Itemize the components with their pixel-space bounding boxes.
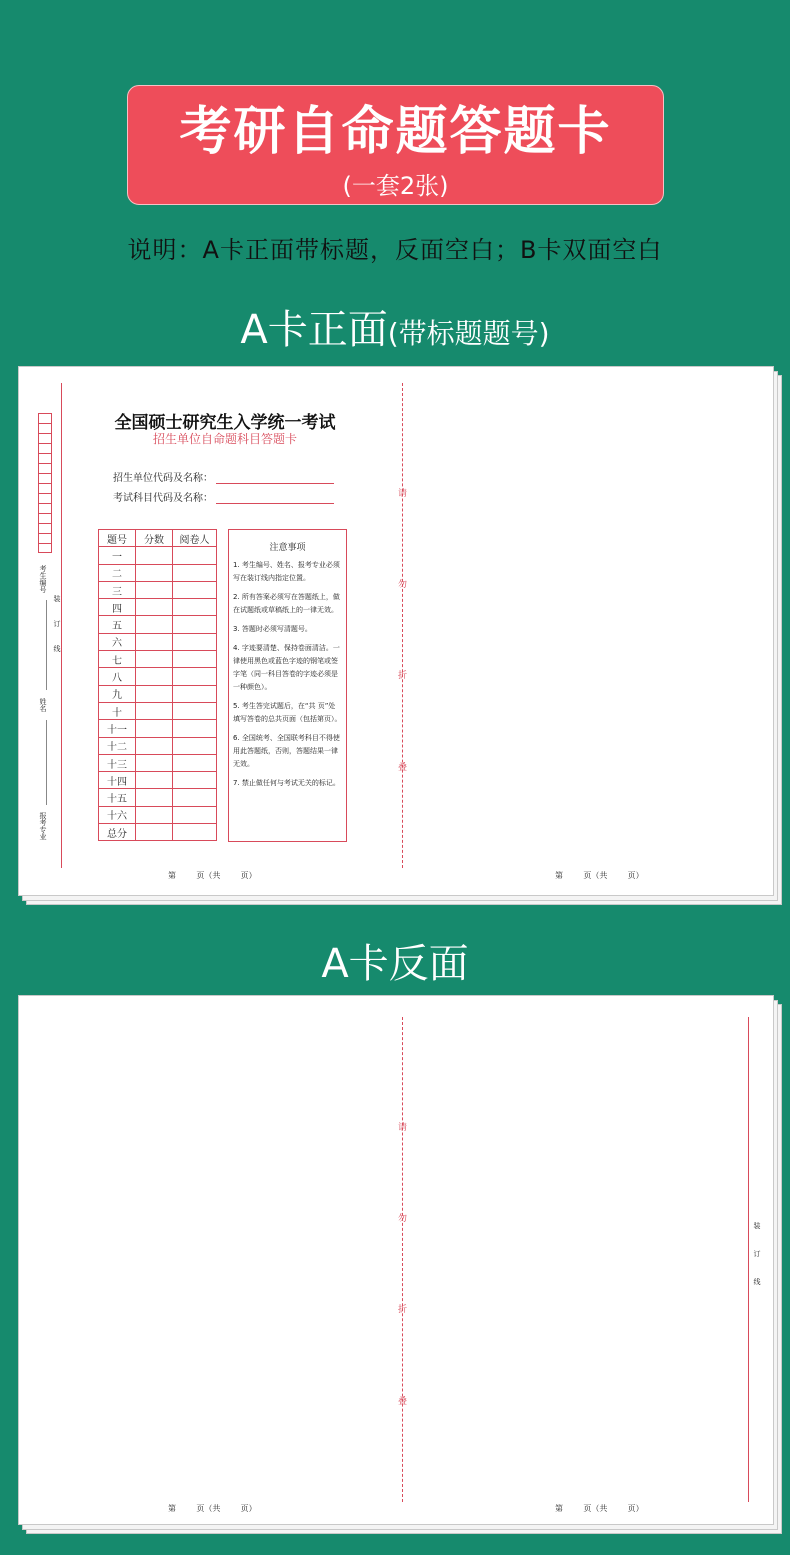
- question-number-cell: 十六: [99, 806, 136, 823]
- notice-item: 4. 字迹要清楚、保持卷面清洁。一律使用黑色或蓝色字迹的钢笔或签字笔（同一科目答卷的字迹必须是一种颜色）。: [233, 644, 340, 691]
- score-cell: [136, 772, 173, 789]
- field-subject: [113, 489, 334, 504]
- question-number-cell: 十: [99, 702, 136, 719]
- major-underline: [46, 720, 47, 805]
- grader-cell: [173, 806, 217, 823]
- score-cell: [136, 668, 173, 685]
- grader-cell: [173, 581, 217, 598]
- notice-item: 5. 考生答完试题后，在“共 页”处填写答卷的总共页面（包括第页）。: [233, 702, 342, 723]
- table-row: [99, 720, 217, 737]
- page-footer-right: 第 页（共 页）: [555, 871, 644, 880]
- description-note: 说明：A卡正面带标题，反面空白；B卡双面空白: [127, 236, 663, 264]
- grader-cell: [173, 599, 217, 616]
- score-cell: [136, 581, 173, 598]
- score-cell: [136, 651, 173, 668]
- section-heading-back: [0, 932, 790, 989]
- table-row: [99, 789, 217, 806]
- table-row: [99, 806, 217, 823]
- grader-cell: [173, 702, 217, 719]
- fold-line: [402, 383, 403, 868]
- question-number-cell: 十五: [99, 789, 136, 806]
- score-cell: [136, 702, 173, 719]
- exam-number-grid: [38, 413, 52, 553]
- section-heading-front: [0, 298, 790, 355]
- binding-char: 订: [53, 620, 61, 627]
- question-number-cell: 五: [99, 616, 136, 633]
- section-front-small: (带标题题号): [387, 317, 550, 350]
- table-row: [99, 824, 217, 841]
- score-cell: [136, 806, 173, 823]
- grader-cell: [173, 789, 217, 806]
- label-name: 姓名: [39, 698, 47, 712]
- table-row: [99, 772, 217, 789]
- field-institution-line: [216, 483, 334, 484]
- table-row: [99, 702, 217, 719]
- page-footer-left: 第 页（共 页）: [168, 871, 257, 880]
- banner-subtitle: (一套2张): [342, 172, 449, 200]
- table-row: [99, 581, 217, 598]
- question-number-cell: 一: [99, 547, 136, 564]
- binding-char: 订: [753, 1250, 761, 1257]
- section-front-main: A卡正面: [240, 307, 388, 353]
- question-number-cell: 十四: [99, 772, 136, 789]
- fold-char: 勿: [398, 580, 408, 590]
- question-number-cell: 十三: [99, 754, 136, 771]
- score-cell: [136, 737, 173, 754]
- table-row: [99, 754, 217, 771]
- banner-title: 考研自命题答题卡: [179, 101, 612, 162]
- binding-char: 线: [53, 645, 61, 652]
- question-number-cell: 总分: [99, 824, 136, 841]
- exam-title: 全国硕士研究生入学统一考试: [114, 413, 336, 433]
- notice-item: 1. 考生编号、姓名、报考专业必须写在装订线内指定位置。: [233, 561, 340, 582]
- fold-char: 折: [398, 1305, 408, 1315]
- question-number-cell: 八: [99, 668, 136, 685]
- notice-item: 6. 全国统考、全国联考科目不得使用此答题纸，否则，答题结果一律无效。: [233, 734, 340, 768]
- question-number-cell: 六: [99, 633, 136, 650]
- table-row: [99, 564, 217, 581]
- table-row: [99, 668, 217, 685]
- name-underline: [46, 600, 47, 690]
- binding-char: 装: [753, 1222, 761, 1229]
- fold-char: 叠: [398, 763, 408, 773]
- grader-cell: [173, 616, 217, 633]
- notice-item: 7. 禁止做任何与考试无关的标记。: [233, 779, 340, 787]
- table-row: [99, 633, 217, 650]
- col-question: 题号: [99, 530, 136, 547]
- label-major: 报考专业: [39, 812, 47, 840]
- grader-cell: [173, 754, 217, 771]
- grader-cell: [173, 772, 217, 789]
- score-cell: [136, 616, 173, 633]
- exam-subtitle: 招生单位自命题科目答题卡: [152, 432, 297, 446]
- notice-item: 2. 所有答案必须写在答题纸上，做在试题纸或草稿纸上的一律无效。: [233, 593, 340, 614]
- col-score: 分数: [136, 530, 173, 547]
- field-subject-line: [216, 503, 334, 504]
- notice-title: 注意事项: [269, 543, 306, 553]
- grader-cell: [173, 824, 217, 841]
- fold-line: [402, 1017, 403, 1502]
- grader-cell: [173, 633, 217, 650]
- table-row: [99, 547, 217, 564]
- grader-cell: [173, 651, 217, 668]
- table-row: [99, 616, 217, 633]
- fold-char: 勿: [398, 1214, 408, 1224]
- grader-cell: [173, 564, 217, 581]
- grader-cell: [173, 720, 217, 737]
- fold-char: 请: [398, 489, 408, 499]
- score-cell: [136, 633, 173, 650]
- page-footer-left: 第 页（共 页）: [168, 1504, 257, 1513]
- table-row: [99, 685, 217, 702]
- question-number-cell: 九: [99, 685, 136, 702]
- label-exam-no: 考生编号: [39, 565, 47, 593]
- notice-box: [228, 529, 347, 842]
- fold-char: 叠: [398, 1397, 408, 1407]
- table-row: [99, 599, 217, 616]
- section-back-main: A卡反面: [321, 941, 469, 987]
- binding-char: 线: [753, 1278, 761, 1285]
- score-cell: [136, 685, 173, 702]
- question-number-cell: 二: [99, 564, 136, 581]
- title-banner: [127, 85, 664, 205]
- grader-cell: [173, 668, 217, 685]
- field-institution: [113, 469, 334, 484]
- question-number-cell: 三: [99, 581, 136, 598]
- question-number-cell: 十一: [99, 720, 136, 737]
- field-institution-label: 招生单位代码及名称：: [113, 473, 213, 484]
- score-table: [98, 529, 217, 841]
- table-row: [99, 651, 217, 668]
- question-number-cell: 四: [99, 599, 136, 616]
- binding-line: [748, 1017, 749, 1502]
- fold-char: 折: [398, 671, 408, 681]
- col-grader: 阅卷人: [173, 530, 217, 547]
- grader-cell: [173, 685, 217, 702]
- score-cell: [136, 599, 173, 616]
- grader-cell: [173, 737, 217, 754]
- score-cell: [136, 564, 173, 581]
- score-cell: [136, 754, 173, 771]
- table-row: [99, 737, 217, 754]
- score-cell: [136, 720, 173, 737]
- score-cell: [136, 789, 173, 806]
- question-number-cell: 七: [99, 651, 136, 668]
- page-footer-right: 第 页（共 页）: [555, 1504, 644, 1513]
- binding-char: 装: [53, 595, 61, 602]
- question-number-cell: 十二: [99, 737, 136, 754]
- back-sheet: [18, 995, 774, 1525]
- field-subject-label: 考试科目代码及名称：: [113, 493, 213, 504]
- binding-line: [61, 383, 62, 868]
- grader-cell: [173, 547, 217, 564]
- table-header-row: [99, 530, 217, 547]
- score-cell: [136, 547, 173, 564]
- score-cell: [136, 824, 173, 841]
- fold-char: 请: [398, 1123, 408, 1133]
- notice-item: 3. 答题时必须写清题号。: [233, 625, 312, 633]
